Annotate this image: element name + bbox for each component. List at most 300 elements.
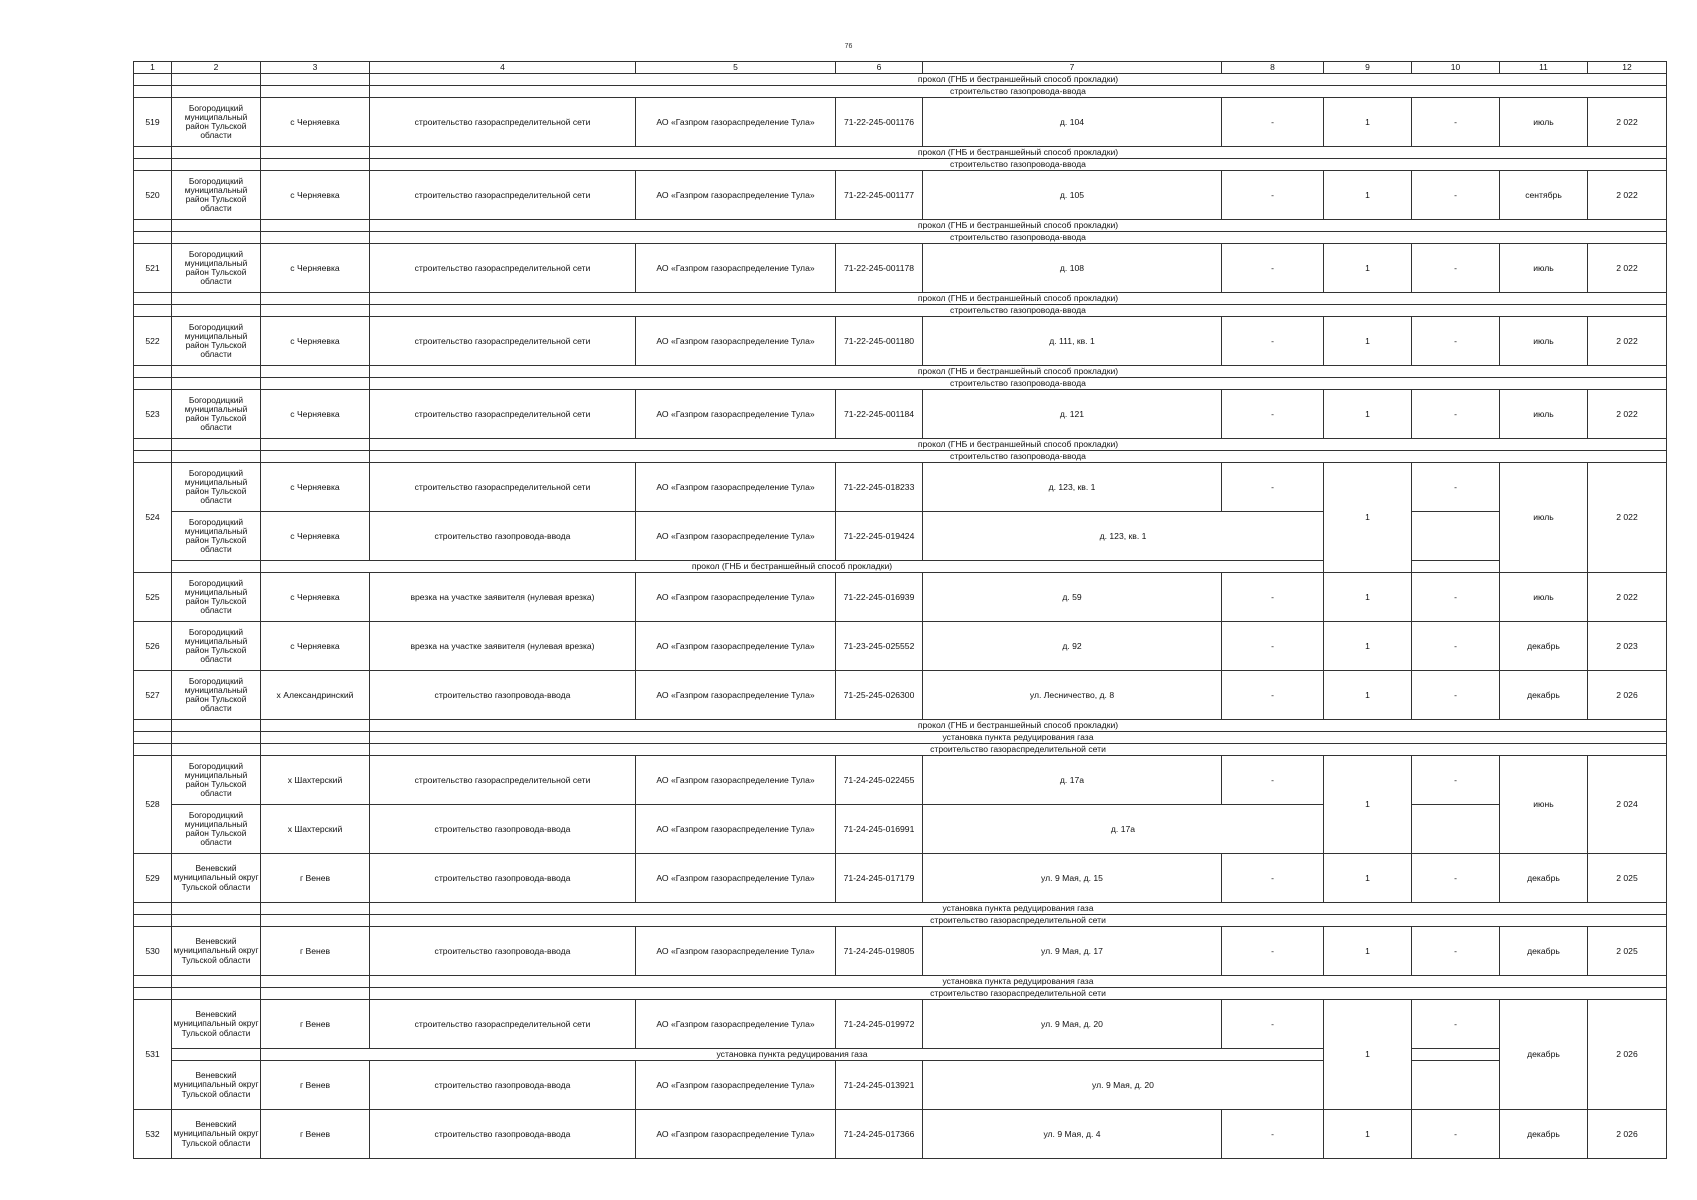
settlement-cell: с Черняевка — [261, 171, 370, 220]
empty-cell — [172, 720, 261, 732]
work-note-row — [134, 915, 1667, 927]
row-number: 525 — [134, 573, 172, 622]
work-note-row — [134, 293, 1667, 305]
work-type-cell: строительство газораспределительной сети — [370, 390, 636, 439]
month-cell: декабрь — [1500, 622, 1588, 671]
application-number-cell: 71-22-245-001176 — [836, 98, 923, 147]
organization-cell: АО «Газпром газораспределение Тула» — [636, 756, 836, 805]
empty-cell — [261, 159, 370, 171]
work-note-row — [134, 74, 1667, 86]
address-cell: д. 121 — [923, 390, 1222, 439]
work-type-cell: строительство газопровода-ввода — [370, 1061, 636, 1110]
work-note-row — [134, 903, 1667, 915]
empty-cell — [134, 366, 172, 378]
empty-cell — [134, 732, 172, 744]
work-note: прокол (ГНБ и бестраншейный способ прокладки) — [370, 74, 1667, 86]
empty-cell — [261, 147, 370, 159]
col8-cell: - — [1222, 171, 1324, 220]
application-number-cell: 71-22-245-019424 — [836, 512, 923, 561]
col10-cell: - — [1412, 390, 1500, 439]
settlement-cell: г Венев — [261, 1061, 370, 1110]
work-note: прокол (ГНБ и бестраншейный способ прокладки) — [370, 220, 1667, 232]
settlement-cell: с Черняевка — [261, 512, 370, 561]
col9-cell: 1 — [1324, 171, 1412, 220]
row-number: 527 — [134, 671, 172, 720]
address-cell: ул. 9 Мая, д. 20 — [923, 1061, 1324, 1110]
organization-cell: АО «Газпром газораспределение Тула» — [636, 573, 836, 622]
work-note: прокол (ГНБ и бестраншейный способ прокладки) — [370, 720, 1667, 732]
work-note-row — [134, 220, 1667, 232]
empty-cell — [134, 305, 172, 317]
application-number-cell: 71-23-245-025552 — [836, 622, 923, 671]
work-note-row — [134, 732, 1667, 744]
application-number-cell: 71-24-245-019972 — [836, 1000, 923, 1049]
row-number: 521 — [134, 244, 172, 293]
work-note-row — [134, 147, 1667, 159]
empty-cell — [261, 439, 370, 451]
empty-cell — [134, 159, 172, 171]
year-cell: 2 026 — [1588, 1000, 1667, 1110]
district-cell: Веневский муниципальный округ Тульской области — [172, 927, 261, 976]
organization-cell: АО «Газпром газораспределение Тула» — [636, 854, 836, 903]
organization-cell: АО «Газпром газораспределение Тула» — [636, 1061, 836, 1110]
column-header: 11 — [1500, 62, 1588, 74]
month-cell: июль — [1500, 317, 1588, 366]
work-note-row — [134, 378, 1667, 390]
column-header: 12 — [1588, 62, 1667, 74]
empty-cell — [261, 232, 370, 244]
empty-cell — [261, 903, 370, 915]
empty-cell — [134, 903, 172, 915]
table-row-group — [134, 512, 1667, 561]
settlement-cell: х Шахтерский — [261, 756, 370, 805]
address-cell: д. 17а — [923, 756, 1222, 805]
col10-cell: - — [1412, 756, 1500, 805]
empty-cell — [172, 74, 261, 86]
empty-cell — [172, 86, 261, 98]
col8-cell: - — [1222, 98, 1324, 147]
column-header: 4 — [370, 62, 636, 74]
address-cell: д. 105 — [923, 171, 1222, 220]
empty-cell — [172, 732, 261, 744]
year-cell: 2 022 — [1588, 171, 1667, 220]
address-cell: ул. 9 Мая, д. 17 — [923, 927, 1222, 976]
table-row — [134, 98, 1667, 147]
work-type-cell: врезка на участке заявителя (нулевая врезка) — [370, 622, 636, 671]
empty-cell — [1412, 512, 1500, 561]
work-note-row — [134, 720, 1667, 732]
col10-cell: - — [1412, 1110, 1500, 1159]
work-note: установка пункта редуцирования газа — [261, 1049, 1324, 1061]
col9-cell: 1 — [1324, 927, 1412, 976]
col9-cell: 1 — [1324, 98, 1412, 147]
empty-cell — [134, 744, 172, 756]
row-number: 530 — [134, 927, 172, 976]
work-note-row — [134, 305, 1667, 317]
work-type-cell: строительство газораспределительной сети — [370, 756, 636, 805]
district-cell: Веневский муниципальный округ Тульской области — [172, 1061, 261, 1110]
col9-cell: 1 — [1324, 390, 1412, 439]
year-cell: 2 022 — [1588, 463, 1667, 573]
empty-cell — [172, 232, 261, 244]
work-note: установка пункта редуцирования газа — [370, 903, 1667, 915]
work-note: строительство газораспределительной сети — [370, 988, 1667, 1000]
address-cell: д. 111, кв. 1 — [923, 317, 1222, 366]
col8-cell: - — [1222, 573, 1324, 622]
empty-cell — [1412, 805, 1500, 854]
district-cell: Богородицкий муниципальный район Тульской области — [172, 512, 261, 561]
month-cell: июль — [1500, 573, 1588, 622]
settlement-cell: с Черняевка — [261, 244, 370, 293]
address-cell: ул. 9 Мая, д. 4 — [923, 1110, 1222, 1159]
col8-cell: - — [1222, 1000, 1324, 1049]
col10-cell: - — [1412, 317, 1500, 366]
empty-cell — [134, 915, 172, 927]
row-number: 531 — [134, 1000, 172, 1110]
district-cell: Богородицкий муниципальный район Тульской области — [172, 756, 261, 805]
empty-cell — [172, 366, 261, 378]
col9-cell: 1 — [1324, 1110, 1412, 1159]
month-cell: июль — [1500, 463, 1588, 573]
application-number-cell: 71-24-245-017366 — [836, 1110, 923, 1159]
application-number-cell: 71-22-245-001177 — [836, 171, 923, 220]
work-note: прокол (ГНБ и бестраншейный способ прокладки) — [370, 147, 1667, 159]
work-note: строительство газопровода-ввода — [370, 378, 1667, 390]
application-number-cell: 71-24-245-017179 — [836, 854, 923, 903]
address-cell: ул. 9 Мая, д. 20 — [923, 1000, 1222, 1049]
empty-cell — [261, 976, 370, 988]
empty-cell — [172, 293, 261, 305]
district-cell: Богородицкий муниципальный район Тульской области — [172, 390, 261, 439]
col8-cell: - — [1222, 244, 1324, 293]
table-row — [134, 671, 1667, 720]
table-row-group — [134, 1061, 1667, 1110]
work-note-row — [134, 232, 1667, 244]
col8-cell: - — [1222, 463, 1324, 512]
district-cell: Богородицкий муниципальный район Тульской области — [172, 463, 261, 512]
empty-cell — [261, 220, 370, 232]
organization-cell: АО «Газпром газораспределение Тула» — [636, 927, 836, 976]
empty-cell — [172, 903, 261, 915]
empty-cell — [261, 366, 370, 378]
application-number-cell: 71-24-245-022455 — [836, 756, 923, 805]
col9-cell: 1 — [1324, 671, 1412, 720]
col9-cell: 1 — [1324, 854, 1412, 903]
work-type-cell: строительство газопровода-ввода — [370, 854, 636, 903]
col10-cell: - — [1412, 927, 1500, 976]
table-row-group — [134, 1000, 1667, 1049]
empty-cell — [134, 232, 172, 244]
row-number: 520 — [134, 171, 172, 220]
empty-cell — [134, 86, 172, 98]
col8-cell: - — [1222, 1110, 1324, 1159]
year-cell: 2 022 — [1588, 573, 1667, 622]
year-cell: 2 022 — [1588, 390, 1667, 439]
col10-cell: - — [1412, 622, 1500, 671]
work-note: строительство газораспределительной сети — [370, 744, 1667, 756]
district-cell: Богородицкий муниципальный район Тульской области — [172, 805, 261, 854]
empty-cell — [261, 915, 370, 927]
empty-cell — [134, 378, 172, 390]
work-note: прокол (ГНБ и бестраншейный способ прокладки) — [370, 439, 1667, 451]
work-note: прокол (ГНБ и бестраншейный способ прокладки) — [370, 366, 1667, 378]
year-cell: 2 025 — [1588, 927, 1667, 976]
table-row-group — [134, 463, 1667, 512]
month-cell: декабрь — [1500, 1000, 1588, 1110]
work-note: строительство газопровода-ввода — [370, 305, 1667, 317]
empty-cell — [172, 147, 261, 159]
empty-cell — [134, 293, 172, 305]
col9-cell: 1 — [1324, 463, 1412, 573]
col10-cell: - — [1412, 671, 1500, 720]
empty-cell — [261, 451, 370, 463]
empty-cell — [172, 915, 261, 927]
organization-cell: АО «Газпром газораспределение Тула» — [636, 1000, 836, 1049]
col9-cell: 1 — [1324, 756, 1412, 854]
table-row — [134, 244, 1667, 293]
empty-cell — [1412, 1061, 1500, 1110]
month-cell: декабрь — [1500, 1110, 1588, 1159]
district-cell: Богородицкий муниципальный район Тульской области — [172, 573, 261, 622]
year-cell: 2 022 — [1588, 317, 1667, 366]
work-note: строительство газораспределительной сети — [370, 915, 1667, 927]
column-header: 6 — [836, 62, 923, 74]
work-type-cell: строительство газопровода-ввода — [370, 671, 636, 720]
organization-cell: АО «Газпром газораспределение Тула» — [636, 317, 836, 366]
column-header: 9 — [1324, 62, 1412, 74]
organization-cell: АО «Газпром газораспределение Тула» — [636, 98, 836, 147]
address-cell: д. 104 — [923, 98, 1222, 147]
work-note-row — [134, 1049, 1667, 1061]
column-header: 5 — [636, 62, 836, 74]
col10-cell: - — [1412, 244, 1500, 293]
work-note: прокол (ГНБ и бестраншейный способ прокладки) — [261, 561, 1324, 573]
work-type-cell: врезка на участке заявителя (нулевая врезка) — [370, 573, 636, 622]
year-cell: 2 025 — [1588, 854, 1667, 903]
address-cell: ул. 9 Мая, д. 15 — [923, 854, 1222, 903]
col9-cell: 1 — [1324, 1000, 1412, 1110]
month-cell: июнь — [1500, 756, 1588, 854]
table-row-group — [134, 756, 1667, 805]
settlement-cell: с Черняевка — [261, 573, 370, 622]
work-type-cell: строительство газораспределительной сети — [370, 463, 636, 512]
organization-cell: АО «Газпром газораспределение Тула» — [636, 622, 836, 671]
column-header: 1 — [134, 62, 172, 74]
month-cell: декабрь — [1500, 854, 1588, 903]
work-type-cell: строительство газопровода-ввода — [370, 805, 636, 854]
settlement-cell: с Черняевка — [261, 463, 370, 512]
organization-cell: АО «Газпром газораспределение Тула» — [636, 805, 836, 854]
address-cell: д. 108 — [923, 244, 1222, 293]
table-row — [134, 573, 1667, 622]
month-cell: декабрь — [1500, 927, 1588, 976]
table-row — [134, 927, 1667, 976]
column-header: 7 — [923, 62, 1222, 74]
empty-cell — [1412, 1049, 1500, 1061]
district-cell: Веневский муниципальный округ Тульской области — [172, 854, 261, 903]
empty-cell — [261, 988, 370, 1000]
work-note-row — [134, 744, 1667, 756]
empty-cell — [134, 976, 172, 988]
organization-cell: АО «Газпром газораспределение Тула» — [636, 463, 836, 512]
organization-cell: АО «Газпром газораспределение Тула» — [636, 512, 836, 561]
district-cell: Богородицкий муниципальный район Тульской области — [172, 171, 261, 220]
column-header: 8 — [1222, 62, 1324, 74]
settlement-cell: г Венев — [261, 854, 370, 903]
settlement-cell: г Венев — [261, 927, 370, 976]
col10-cell: - — [1412, 98, 1500, 147]
district-cell: Богородицкий муниципальный район Тульской области — [172, 622, 261, 671]
empty-cell — [134, 439, 172, 451]
empty-cell — [172, 378, 261, 390]
column-header: 10 — [1412, 62, 1500, 74]
district-cell: Богородицкий муниципальный район Тульской области — [172, 244, 261, 293]
row-number: 523 — [134, 390, 172, 439]
settlement-cell: с Черняевка — [261, 317, 370, 366]
table-row — [134, 854, 1667, 903]
work-note-row — [134, 451, 1667, 463]
row-number: 529 — [134, 854, 172, 903]
col9-cell: 1 — [1324, 573, 1412, 622]
district-cell: Веневский муниципальный округ Тульской области — [172, 1110, 261, 1159]
table-row — [134, 622, 1667, 671]
gasification-table — [133, 61, 1667, 1159]
work-note: установка пункта редуцирования газа — [370, 732, 1667, 744]
row-number: 532 — [134, 1110, 172, 1159]
work-note: прокол (ГНБ и бестраншейный способ прокладки) — [370, 293, 1667, 305]
col9-cell: 1 — [1324, 244, 1412, 293]
district-cell: Богородицкий муниципальный район Тульской области — [172, 98, 261, 147]
organization-cell: АО «Газпром газораспределение Тула» — [636, 244, 836, 293]
settlement-cell: х Александринский — [261, 671, 370, 720]
organization-cell: АО «Газпром газораспределение Тула» — [636, 1110, 836, 1159]
district-cell: Веневский муниципальный округ Тульской области — [172, 1000, 261, 1049]
application-number-cell: 71-24-245-013921 — [836, 1061, 923, 1110]
col9-cell: 1 — [1324, 317, 1412, 366]
year-cell: 2 026 — [1588, 1110, 1667, 1159]
work-type-cell: строительство газораспределительной сети — [370, 317, 636, 366]
organization-cell: АО «Газпром газораспределение Тула» — [636, 671, 836, 720]
col8-cell: - — [1222, 854, 1324, 903]
district-cell: Богородицкий муниципальный район Тульской области — [172, 317, 261, 366]
work-type-cell: строительство газопровода-ввода — [370, 927, 636, 976]
month-cell: июль — [1500, 244, 1588, 293]
empty-cell — [172, 451, 261, 463]
row-number: 524 — [134, 463, 172, 573]
empty-cell — [134, 451, 172, 463]
empty-cell — [134, 720, 172, 732]
empty-cell — [134, 147, 172, 159]
col10-cell: - — [1412, 463, 1500, 512]
page-number: 76 — [844, 43, 853, 50]
settlement-cell: г Венев — [261, 1000, 370, 1049]
table-row — [134, 390, 1667, 439]
row-number: 522 — [134, 317, 172, 366]
col8-cell: - — [1222, 671, 1324, 720]
year-cell: 2 022 — [1588, 244, 1667, 293]
empty-cell — [1412, 561, 1500, 573]
empty-cell — [261, 732, 370, 744]
column-header: 2 — [172, 62, 261, 74]
empty-cell — [172, 220, 261, 232]
address-cell: д. 123, кв. 1 — [923, 512, 1324, 561]
address-cell: ул. Лесничество, д. 8 — [923, 671, 1222, 720]
application-number-cell: 71-22-245-001184 — [836, 390, 923, 439]
empty-cell — [172, 1049, 261, 1061]
col8-cell: - — [1222, 927, 1324, 976]
work-note: установка пункта редуцирования газа — [370, 976, 1667, 988]
month-cell: сентябрь — [1500, 171, 1588, 220]
work-note-row — [134, 366, 1667, 378]
empty-cell — [172, 305, 261, 317]
row-number: 526 — [134, 622, 172, 671]
district-cell: Богородицкий муниципальный район Тульской области — [172, 671, 261, 720]
empty-cell — [172, 744, 261, 756]
application-number-cell: 71-22-245-001180 — [836, 317, 923, 366]
settlement-cell: с Черняевка — [261, 390, 370, 439]
year-cell: 2 026 — [1588, 671, 1667, 720]
application-number-cell: 71-25-245-026300 — [836, 671, 923, 720]
row-number: 528 — [134, 756, 172, 854]
work-note: строительство газопровода-ввода — [370, 451, 1667, 463]
organization-cell: АО «Газпром газораспределение Тула» — [636, 171, 836, 220]
address-cell: д. 17а — [923, 805, 1324, 854]
empty-cell — [134, 220, 172, 232]
column-header: 3 — [261, 62, 370, 74]
col10-cell: - — [1412, 171, 1500, 220]
col9-cell: 1 — [1324, 622, 1412, 671]
empty-cell — [261, 86, 370, 98]
empty-cell — [261, 378, 370, 390]
organization-cell: АО «Газпром газораспределение Тула» — [636, 390, 836, 439]
col10-cell: - — [1412, 573, 1500, 622]
application-number-cell: 71-22-245-001178 — [836, 244, 923, 293]
work-type-cell: строительство газопровода-ввода — [370, 512, 636, 561]
application-number-cell: 71-22-245-018233 — [836, 463, 923, 512]
work-note-row — [134, 976, 1667, 988]
application-number-cell: 71-24-245-019805 — [836, 927, 923, 976]
address-cell: д. 59 — [923, 573, 1222, 622]
col8-cell: - — [1222, 390, 1324, 439]
empty-cell — [134, 74, 172, 86]
work-note-row — [134, 561, 1667, 573]
month-cell: декабрь — [1500, 671, 1588, 720]
work-type-cell: строительство газопровода-ввода — [370, 1110, 636, 1159]
table-row — [134, 171, 1667, 220]
month-cell: июль — [1500, 98, 1588, 147]
work-note-row — [134, 86, 1667, 98]
settlement-cell: г Венев — [261, 1110, 370, 1159]
year-cell: 2 024 — [1588, 756, 1667, 854]
empty-cell — [261, 305, 370, 317]
empty-cell — [172, 439, 261, 451]
empty-cell — [134, 988, 172, 1000]
col8-cell: - — [1222, 622, 1324, 671]
application-number-cell: 71-24-245-016991 — [836, 805, 923, 854]
col8-cell: - — [1222, 756, 1324, 805]
year-cell: 2 023 — [1588, 622, 1667, 671]
work-note-row — [134, 159, 1667, 171]
work-note-row — [134, 988, 1667, 1000]
col8-cell: - — [1222, 317, 1324, 366]
empty-cell — [172, 159, 261, 171]
empty-cell — [172, 561, 261, 573]
empty-cell — [172, 988, 261, 1000]
empty-cell — [261, 74, 370, 86]
month-cell: июль — [1500, 390, 1588, 439]
row-number: 519 — [134, 98, 172, 147]
table-row — [134, 317, 1667, 366]
